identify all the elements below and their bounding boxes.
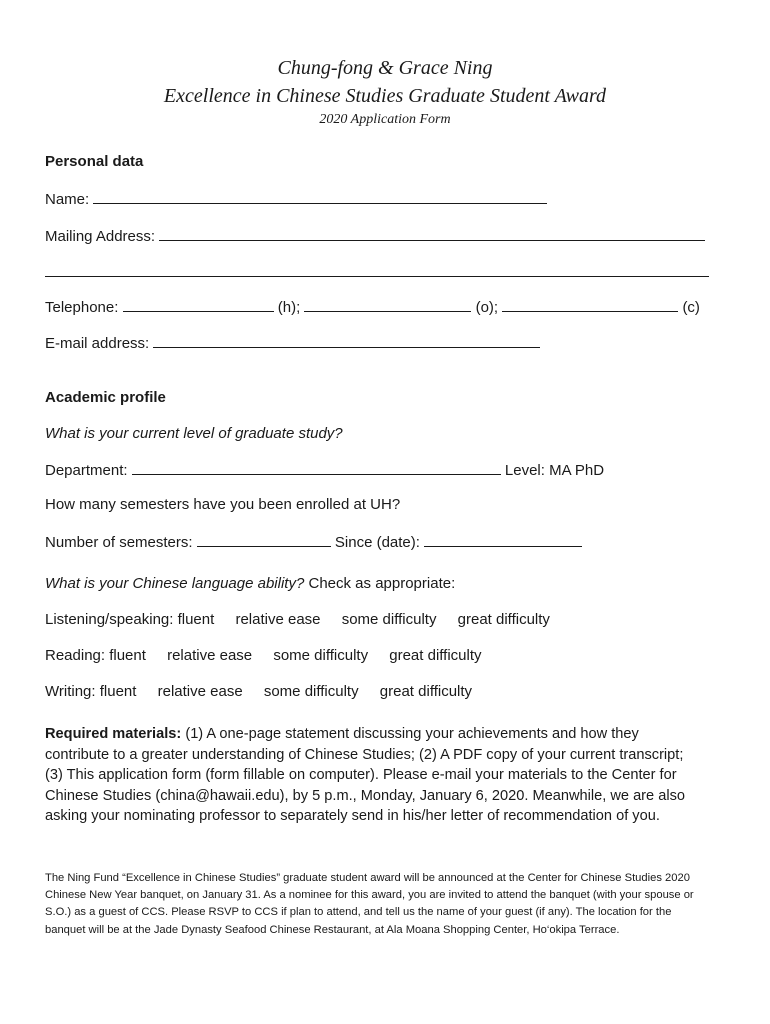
semesters-field[interactable] bbox=[197, 532, 331, 547]
telephone-cell-field[interactable] bbox=[502, 297, 678, 312]
writing-some-difficulty-option[interactable]: some difficulty bbox=[263, 683, 359, 700]
form-title-line2: Excellence in Chinese Studies Graduate Student Award bbox=[163, 85, 607, 107]
telephone-label: Telephone: bbox=[45, 299, 119, 316]
email-field[interactable] bbox=[153, 333, 540, 348]
writing-fluent-option[interactable]: Writing: fluent bbox=[45, 683, 137, 700]
required-materials-text: (1) A one-page statement discussing your achievements and how they contribute to a greater understanding of Chinese Studies; (2) A PDF copy of your current transcript; (3) This application form (form fillable on computer). Please e-mail your materials to the Center for Chinese Studies (china@hawaii.edu), by 5 p.m., Monday, January 6, 2020. Meanwhile, we are also asking your nominating professor to separately send in his/her letter of recommendation of you. bbox=[45, 726, 685, 825]
listening-row bbox=[45, 611, 567, 628]
listening-relative-ease-option[interactable]: relative ease bbox=[235, 611, 321, 628]
reading-row bbox=[45, 647, 499, 664]
department-row bbox=[45, 460, 604, 479]
language-instruction: Check as appropriate: bbox=[308, 575, 456, 592]
required-materials-paragraph bbox=[45, 724, 695, 827]
semesters-label: Number of semesters: bbox=[45, 534, 193, 551]
listening-some-difficulty-option[interactable]: some difficulty bbox=[341, 611, 437, 628]
telephone-office-label: (o); bbox=[475, 299, 499, 316]
email-row bbox=[45, 333, 540, 352]
name-field[interactable] bbox=[93, 189, 547, 204]
reading-great-difficulty-option[interactable]: great difficulty bbox=[389, 647, 482, 664]
telephone-office-field[interactable] bbox=[304, 297, 471, 312]
email-label: E-mail address: bbox=[45, 335, 150, 352]
form-subtitle: 2020 Application Form bbox=[319, 112, 451, 127]
listening-great-difficulty-option[interactable]: great difficulty bbox=[457, 611, 550, 628]
reading-some-difficulty-option[interactable]: some difficulty bbox=[273, 647, 369, 664]
level-options[interactable]: Level: MA PhD bbox=[504, 462, 605, 479]
writing-row bbox=[45, 683, 489, 700]
telephone-cell-label: (c) bbox=[682, 299, 700, 316]
mailing-address-label: Mailing Address: bbox=[45, 228, 156, 245]
name-label: Name: bbox=[45, 191, 90, 208]
personal-data-heading: Personal data bbox=[45, 153, 144, 170]
telephone-row bbox=[45, 297, 700, 316]
listening-fluent-option[interactable]: Listening/speaking: fluent bbox=[45, 611, 215, 628]
address-row bbox=[45, 226, 705, 245]
semesters-question: How many semesters have you been enrolled at UH? bbox=[45, 496, 401, 513]
required-materials-label: Required materials: bbox=[45, 726, 182, 742]
reading-relative-ease-option[interactable]: relative ease bbox=[167, 647, 253, 664]
writing-great-difficulty-option[interactable]: great difficulty bbox=[379, 683, 473, 700]
mailing-address-field[interactable] bbox=[159, 226, 705, 241]
since-date-field[interactable] bbox=[424, 532, 582, 547]
form-title-line1: Chung-fong & Grace Ning bbox=[277, 57, 493, 79]
language-question-row bbox=[45, 575, 455, 592]
since-date-label: Since (date): bbox=[334, 534, 420, 551]
mailing-address-field-line2[interactable] bbox=[45, 262, 709, 277]
semesters-row bbox=[45, 532, 582, 551]
language-ability-question: What is your Chinese language ability? bbox=[45, 575, 305, 592]
reading-fluent-option[interactable]: Reading: fluent bbox=[45, 647, 146, 664]
banquet-note: The Ning Fund “Excellence in Chinese Studies” graduate student award will be announced at the Center for Chinese Studies 2020 Chinese New Year banquet, on January 31. As a nominee for this award, you are invited to attend the banquet (with your spouse or S.O.) as a guest of CCS. Please RSVP to CCS if plan to attend, and tell us the name of your guest (if any). The location for the banquet will be at the Jade Dynasty Seafood Chinese Restaurant, at Ala Moana Shopping Center, Ho‘okipa Terrace. bbox=[45, 872, 694, 936]
telephone-home-label: (h); bbox=[277, 299, 301, 316]
department-label: Department: bbox=[45, 462, 128, 479]
writing-relative-ease-option[interactable]: relative ease bbox=[157, 683, 243, 700]
graduate-level-question: What is your current level of graduate study? bbox=[45, 425, 343, 442]
telephone-home-field[interactable] bbox=[123, 297, 274, 312]
department-field[interactable] bbox=[132, 460, 501, 475]
name-row bbox=[45, 189, 547, 208]
academic-profile-heading: Academic profile bbox=[45, 389, 166, 406]
